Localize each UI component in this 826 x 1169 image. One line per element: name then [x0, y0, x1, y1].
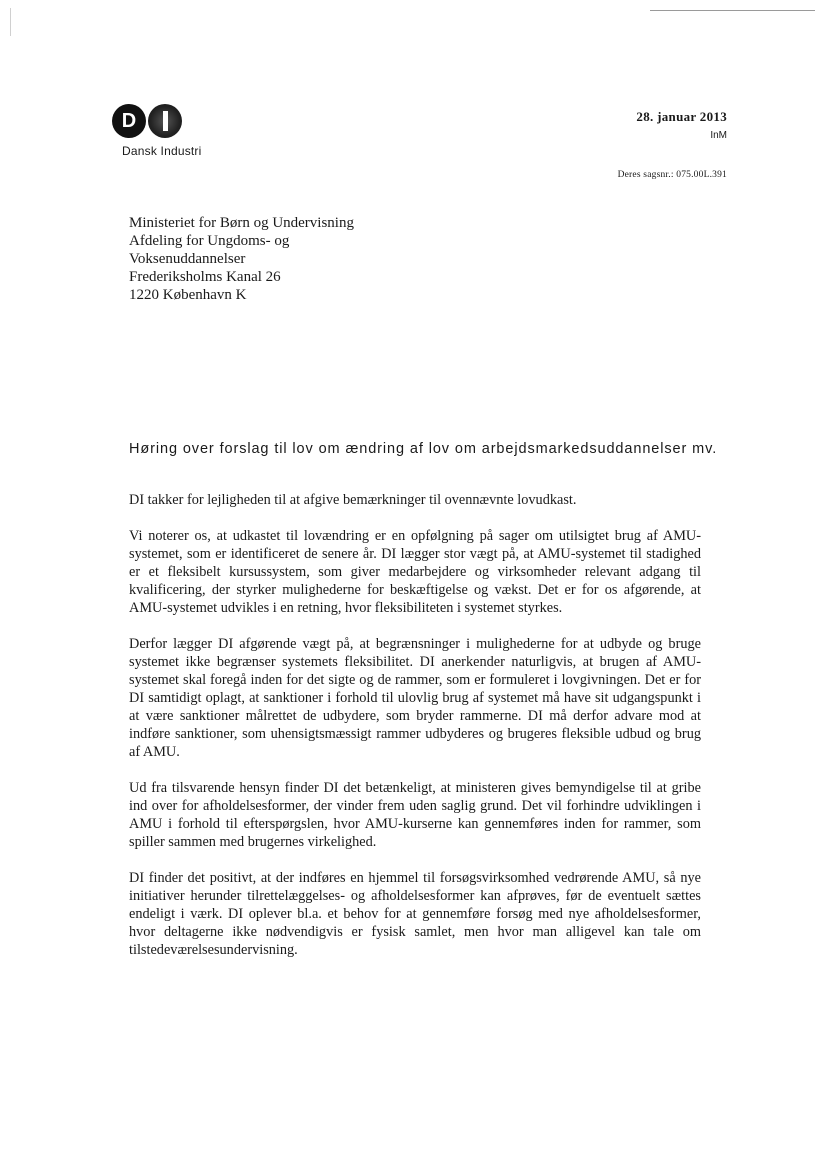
address-line: Frederiksholms Kanal 26 [129, 269, 281, 285]
address-line: Voksenuddannelser [129, 251, 246, 267]
sender-initials: InM [710, 130, 727, 141]
address-line: Ministeriet for Børn og Undervisning [129, 215, 354, 231]
letter-body [129, 491, 701, 977]
logo-i-bar [163, 111, 168, 131]
body-paragraph: DI finder det positivt, at der indføres en hjemmel til forsøgsvirksomhed vedrørende AMU, så nye initiativer herunder tilrettelæggelses- og afholdelsesformer kan afprøves, før de eventuelt sættes endeligt i værk. DI oplever bl.a. et behov for at gennemføre forsøg med nye afholdelsesformer, hvor deltagerne ikke nødvendigvis er fysisk samlet, men hvor man alligevel kan tale om tilstedeværelsesundervisning. [129, 870, 701, 958]
address-line: 1220 København K [129, 287, 247, 303]
address-line: Afdeling for Ungdoms- og [129, 233, 290, 249]
scan-line [650, 10, 815, 11]
body-paragraph: DI takker for lejligheden til at afgive bemærkninger til ovennævnte lovudkast. [129, 492, 577, 508]
letter-subject: Høring over forslag til lov om ændring af lov om arbejdsmarkedsuddannelser mv. [129, 441, 718, 457]
body-paragraph: Ud fra tilsvarende hensyn finder DI det betænkeligt, at ministeren gives bemyndigelse til at gribe ind over for afholdelsesformer, der vinder frem uden saglig grund. Det vil forhindre udviklingen i AMU i forhold til efterspørgslen, hvor AMU-kurserne kan gennemføres inden for rammer, som spiller sammen med brugernes virkelighed. [129, 780, 701, 850]
di-logo [112, 104, 222, 158]
logo-d-circle: D [112, 104, 146, 138]
letter-date: 28. januar 2013 [636, 109, 727, 124]
scan-mark [10, 8, 11, 36]
body-paragraph: Vi noterer os, at udkastet til lovændring er en opfølgning på sager om utilsigtet brug af AMU-systemet, som er identificeret de senere år. DI lægger stor vægt på, at AMU-systemet til stadighed er et fleksibelt kursussystem, som giver medarbejdere og virksomheder relevant adgang til kvalificering, der styrker mulighederne for beskæftigelse og vækst. Det er for os afgørende, at AMU-systemet udvikles i en retning, hvor fleksibiliteten i systemet styrkes. [129, 528, 701, 616]
recipient-address [129, 214, 354, 304]
reference-number: Deres sagsnr.: 075.00L.391 [617, 170, 727, 180]
company-name: Dansk Industri [122, 144, 202, 158]
body-paragraph: Derfor lægger DI afgørende vægt på, at begrænsninger i mulighederne for at udbyde og bruge systemet ikke begrænser systemets fleksibilitet. DI anerkender naturligvis, at brugen af AMU-systemet skal foregå inden for det sigte og de rammer, som er formuleret i lovgivningen. Det er for DI samtidigt oplagt, at sanktioner i forhold til ulovlig brug af systemet må have sit udgangspunkt i at være sanktioner målrettet de udbydere, som bryder rammerne. DI må derfor advare mod at indføre sanktioner, som uhensigtsmæssigt rammer udbyderes og brugeres fleksible udbud og brug af AMU. [129, 636, 701, 760]
logo-circles [112, 104, 222, 138]
logo-i-circle [148, 104, 182, 138]
